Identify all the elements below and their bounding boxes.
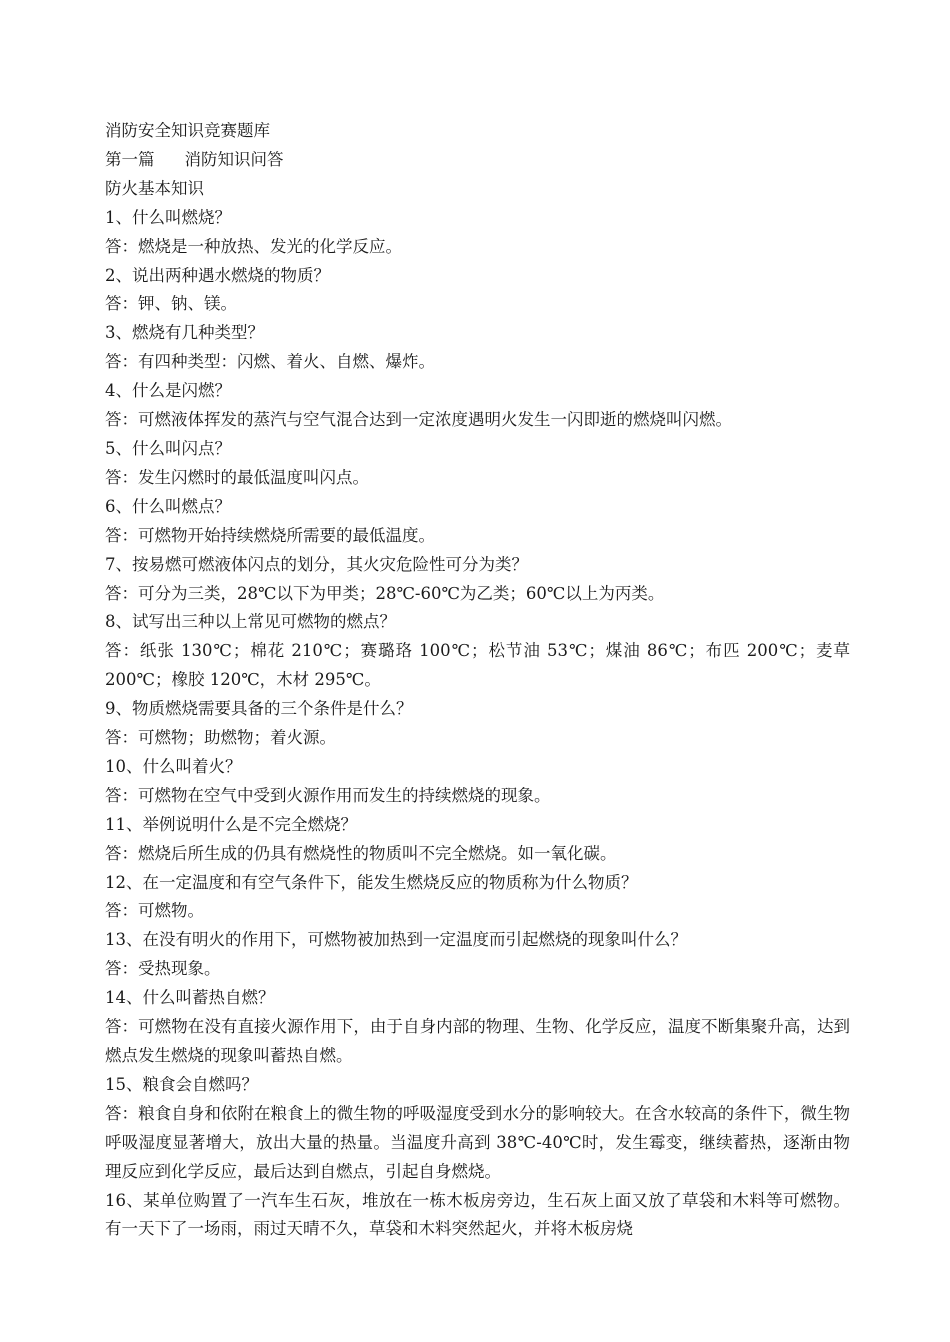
question-line: 7、按易燃可燃液体闪点的划分，其火灾危险性可分为类？	[105, 554, 528, 574]
document-page	[105, 117, 850, 1244]
part-title: 消防知识问答	[184, 149, 284, 169]
question-line: 10、什么叫着火？	[105, 756, 242, 776]
question-line: 5、什么叫闪点？	[105, 438, 231, 458]
part-heading	[105, 146, 850, 175]
answer-line: 答：有四种类型：闪燃、着火、自燃、爆炸。	[105, 352, 435, 372]
question-line: 8、试写出三种以上常见可燃物的燃点？	[105, 612, 396, 632]
question-line: 4、什么是闪燃？	[105, 381, 231, 401]
part-label: 第一篇	[105, 149, 155, 169]
answer-line: 答：可燃物；助燃物；着火源。	[105, 728, 336, 748]
answer-line: 答：可分为三类，28℃以下为甲类；28℃-60℃为乙类；60℃以上为丙类。	[105, 583, 665, 603]
answer-line: 答：燃烧是一种放热、发光的化学反应。	[105, 236, 402, 256]
question-line: 1、什么叫燃烧？	[105, 207, 231, 227]
qa-list	[105, 204, 850, 1245]
answer-line: 答：可燃物在没有直接火源作用下，由于自身内部的物理、生物、化学反应，温度不断集聚升高，达到燃点发生燃烧的现象叫蓄热自燃。	[105, 1017, 850, 1065]
document-title: 消防安全知识竞赛题库	[105, 121, 270, 140]
answer-line: 答：纸张 130℃；棉花 210℃；赛璐珞 100℃；松节油 53℃；煤油 86℃；布匹 200℃；麦草 200℃；橡胶 120℃，木材 295℃。	[105, 641, 850, 690]
question-line: 12、在一定温度和有空气条件下，能发生燃烧反应的物质称为什么物质？	[105, 872, 638, 892]
answer-line: 答：可燃物在空气中受到火源作用而发生的持续燃烧的现象。	[105, 785, 551, 805]
question-line: 11、举例说明什么是不完全燃烧？	[105, 814, 357, 834]
answer-line: 答：粮食自身和依附在粮食上的微生物的呼吸湿度受到水分的影响较大。在含水较高的条件下，微生物呼吸湿度显著增大，放出大量的热量。当温度升高到 38℃-40℃时，发生霉变，继续蓄热，逐渐由物理反应到化学反应，最后达到自燃点，引起自身燃烧。	[105, 1103, 850, 1181]
answer-line: 答：钾、钠、镁。	[105, 294, 237, 314]
question-line: 9、物质燃烧需要具备的三个条件是什么？	[105, 699, 413, 719]
answer-line: 答：可燃物开始持续燃烧所需要的最低温度。	[105, 525, 435, 545]
answer-line: 答：可燃液体挥发的蒸汽与空气混合达到一定浓度遇明火发生一闪即逝的燃烧叫闪燃。	[105, 410, 732, 430]
answer-line: 答：发生闪燃时的最低温度叫闪点。	[105, 467, 369, 487]
question-line: 6、什么叫燃点？	[105, 496, 231, 516]
answer-line: 答：燃烧后所生成的仍具有燃烧性的物质叫不完全燃烧。如一氧化碳。	[105, 843, 617, 863]
question-line: 13、在没有明火的作用下，可燃物被加热到一定温度而引起燃烧的现象叫什么？	[105, 930, 687, 950]
question-line: 14、什么叫蓄热自燃？	[105, 988, 275, 1008]
question-line: 2、说出两种遇水燃烧的物质？	[105, 265, 330, 285]
section-heading: 防火基本知识	[105, 178, 204, 198]
question-line: 16、某单位购置了一汽车生石灰，堆放在一栋木板房旁边，生石灰上面又放了草袋和木料等可燃物。有一天下了一场雨，雨过天晴不久，草袋和木料突然起火，并将木板房烧	[105, 1190, 850, 1239]
answer-line: 答：受热现象。	[105, 959, 221, 979]
question-line: 3、燃烧有几种类型？	[105, 323, 264, 343]
question-line: 15、粮食会自燃吗？	[105, 1074, 258, 1094]
answer-line: 答：可燃物。	[105, 901, 204, 921]
